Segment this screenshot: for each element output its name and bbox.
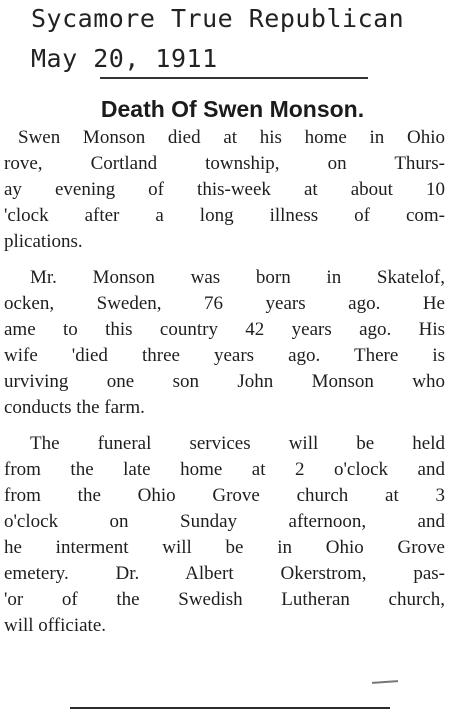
article-line: ame to this country 42 years ago. His <box>4 319 445 340</box>
article-headline: Death Of Swen Monson. <box>100 96 365 122</box>
newspaper-name: Sycamore True Republican <box>31 4 405 33</box>
article-line: 'or of the Swedish Lutheran church, <box>4 589 445 610</box>
article-line: wife 'died three years ago. There is <box>4 345 445 366</box>
article-line: plications. <box>4 231 83 252</box>
article-line: Mr. Monson was born in Skatelof, <box>30 267 445 288</box>
article-line: he interment will be in Ohio Grove <box>4 537 445 558</box>
header-divider <box>100 77 368 79</box>
publication-date: May 20, 1911 <box>31 44 218 73</box>
footer-divider <box>70 707 390 709</box>
article-line: o'clock on Sunday afternoon, and <box>4 511 445 532</box>
article-line: emetery. Dr. Albert Okerstrom, pas- <box>4 563 445 584</box>
article-line: ocken, Sweden, 76 years ago. He <box>4 293 445 314</box>
article-line: The funeral services will be held <box>30 433 445 454</box>
article-line: rove, Cortland township, on Thurs- <box>4 153 445 174</box>
article-line: ay evening of this-week at about 10 <box>4 179 445 200</box>
article-line: from the late home at 2 o'clock and <box>4 459 445 480</box>
article-line: 'clock after a long illness of com- <box>4 205 445 226</box>
article-line: urviving one son John Monson who <box>4 371 445 392</box>
ink-smudge <box>372 680 398 684</box>
article-line: from the Ohio Grove church at 3 <box>4 485 445 506</box>
article-line: conducts the farm. <box>4 397 145 418</box>
article-line: Swen Monson died at his home in Ohio <box>18 127 445 148</box>
article-line: will officiate. <box>4 615 107 636</box>
